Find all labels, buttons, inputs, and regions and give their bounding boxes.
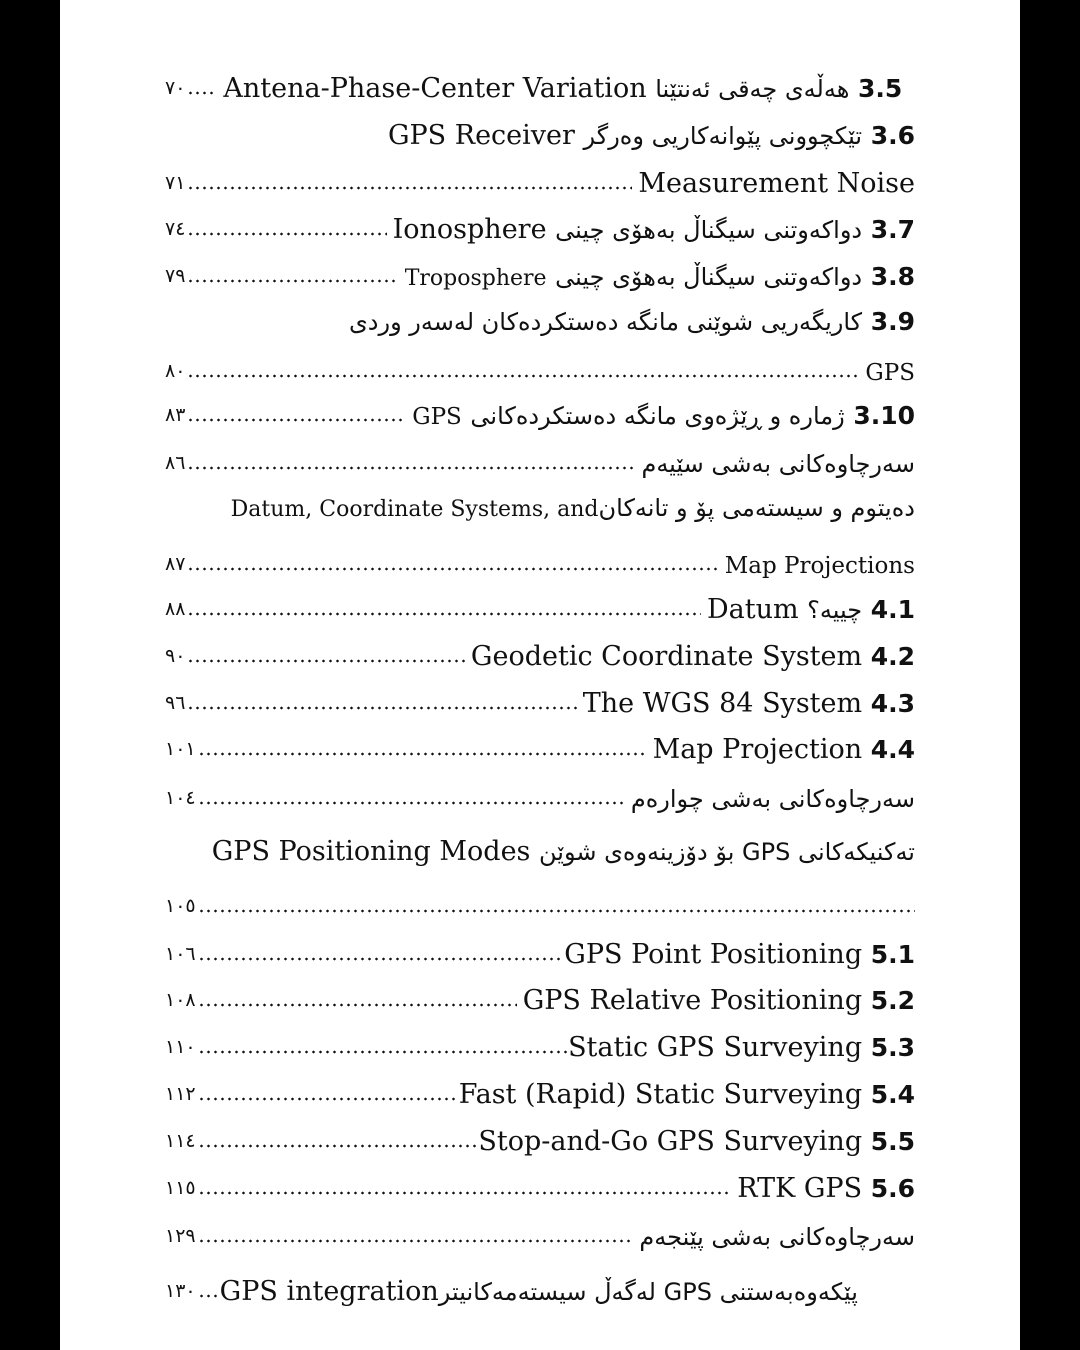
dot-leader	[187, 183, 632, 193]
dot-leader	[187, 415, 406, 425]
section-number: 5.3	[870, 1032, 915, 1062]
title-english: Antena-Phase-Center Variation	[223, 72, 647, 104]
page-number: ١٠١	[165, 737, 196, 760]
dot-leader	[187, 229, 386, 239]
dot-leader	[198, 1094, 459, 1104]
title-kurdish: دواکەوتنی سیگناڵ بەهۆی چینی	[555, 262, 863, 291]
toc-entry	[165, 775, 915, 821]
toc-entry	[165, 1165, 915, 1211]
page-number: ١٣٠	[165, 1279, 196, 1302]
entry-title	[471, 641, 915, 672]
toc-entry	[165, 1268, 915, 1314]
entry-title	[638, 168, 915, 199]
title-kurdish: سەرچاوەکانی بەشی پێنجەم	[639, 1222, 915, 1251]
toc-entry	[165, 1213, 915, 1259]
toc-entry	[185, 484, 915, 530]
section-number: 5.1	[870, 939, 915, 969]
entry-title	[583, 688, 915, 719]
dot-leader	[198, 1141, 479, 1151]
title-english: Ionosphere	[392, 213, 547, 245]
dot-leader	[187, 276, 398, 286]
section-number: 3.6	[870, 120, 915, 150]
dot-leader	[187, 371, 859, 381]
toc-entry	[165, 1024, 915, 1070]
entry-title	[185, 492, 915, 523]
title-english: Stop-and-Go GPS Surveying	[478, 1125, 863, 1157]
toc-entry	[165, 253, 915, 299]
page-number: ٨٣	[165, 403, 186, 426]
entry-title	[223, 73, 902, 104]
title-english: GPS integration	[219, 1275, 439, 1307]
title-english: Datum, Coordinate Systems, and	[230, 496, 599, 522]
section-number: 4.2	[870, 641, 915, 671]
page-number: ٨٨	[165, 597, 186, 620]
title-english: GPS	[412, 403, 462, 430]
title-english: GPS Relative Positioning	[522, 984, 863, 1016]
dot-leader	[187, 88, 217, 98]
entry-title	[725, 549, 915, 580]
toc-page	[60, 0, 1020, 1350]
page-number: ١١٥	[165, 1176, 196, 1199]
toc-entry	[165, 680, 915, 726]
section-number: 4.4	[870, 734, 915, 764]
toc-entry	[165, 541, 915, 587]
title-english: GPS Positioning Modes	[211, 835, 531, 867]
dot-leader	[198, 954, 565, 964]
dot-leader	[198, 906, 915, 916]
toc-entry	[165, 931, 915, 977]
toc-entry	[165, 1118, 915, 1164]
dot-leader	[198, 1188, 732, 1198]
section-number: 3.9	[870, 306, 915, 336]
dot-leader	[198, 1236, 634, 1246]
page-number: ٧٤	[165, 217, 186, 240]
page-number: ١١٤	[165, 1129, 196, 1152]
title-english: Map Projections	[724, 552, 915, 579]
title-kurdish: سەرچاوەکانی بەشی سێیەم	[641, 449, 915, 478]
toc-entry	[165, 1071, 915, 1117]
entry-title	[459, 1079, 915, 1110]
page-number: ٨٠	[165, 359, 186, 382]
page-number: ١٠٥	[165, 894, 196, 917]
toc-entry	[165, 633, 915, 679]
title-kurdish: پێکەوەبەستنی GPS لەگەڵ سیستەمەکانیتر	[438, 1277, 858, 1306]
entry-title	[405, 261, 915, 292]
section-number: 4.1	[870, 594, 915, 624]
title-kurdish: چییە؟	[807, 595, 863, 624]
entry-title	[639, 1221, 915, 1252]
page-number: ٧٩	[165, 264, 186, 287]
page-number: ٧٠	[165, 76, 186, 99]
entry-title	[641, 448, 915, 479]
page-number: ٩٠	[165, 644, 186, 667]
entry-title	[478, 1126, 915, 1157]
dot-leader	[187, 703, 576, 713]
page-number: ١٢٩	[165, 1224, 196, 1247]
page-number: ٨٦	[165, 451, 186, 474]
entry-title	[631, 783, 915, 814]
entry-title	[412, 400, 915, 431]
section-number: 5.4	[870, 1079, 915, 1109]
toc-entry	[165, 586, 915, 632]
title-english: Map Projection	[652, 733, 863, 765]
toc-entry	[165, 392, 915, 438]
page-number: ٨٧	[165, 552, 186, 575]
toc-entry	[165, 348, 915, 394]
dot-leader	[198, 1047, 568, 1057]
title-english: GPS	[865, 359, 915, 386]
toc-entry	[165, 977, 915, 1023]
page-number: ١٠٨	[165, 988, 196, 1011]
title-english: GPS Receiver	[387, 119, 575, 151]
dot-leader	[187, 609, 701, 619]
page-number: ٩٦	[165, 691, 186, 714]
title-english: Static GPS Surveying	[568, 1031, 863, 1063]
entry-title	[165, 120, 915, 151]
section-number: 3.8	[870, 261, 915, 291]
dot-leader	[198, 1291, 218, 1301]
entry-title	[165, 306, 915, 337]
title-kurdish: دواکەوتنی سیگناڵ بەهۆی چینی	[555, 215, 863, 244]
section-number: 3.5	[857, 73, 903, 103]
title-english: Geodetic Coordinate System	[470, 640, 863, 672]
toc-entry	[165, 206, 915, 252]
title-kurdish: تەکنیکەکانی GPS بۆ دۆزینەوەی شوێن	[539, 837, 915, 866]
entry-title	[393, 214, 915, 245]
toc-entry	[165, 160, 915, 206]
entry-title	[564, 939, 915, 970]
toc-entry	[165, 828, 915, 874]
page-number: ٧١	[165, 171, 186, 194]
title-english: Datum	[706, 593, 799, 625]
page-number: ١٠٤	[165, 786, 196, 809]
section-number: 5.6	[870, 1173, 915, 1203]
page-number: ١١٠	[165, 1035, 196, 1058]
toc-entry	[165, 883, 915, 929]
dot-leader	[198, 798, 625, 808]
title-english: GPS Point Positioning	[564, 938, 863, 970]
toc-entry	[165, 726, 915, 772]
section-number: 3.10	[853, 400, 915, 430]
entry-title	[165, 836, 915, 867]
toc-entry	[165, 298, 915, 344]
title-kurdish: سەرچاوەکانی بەشی چوارەم	[630, 784, 915, 813]
section-number: 5.2	[870, 985, 915, 1015]
entry-title	[737, 1173, 915, 1204]
title-kurdish: دەیتوم و سیستەمی پۆ و تانەکان	[598, 493, 915, 522]
dot-leader	[187, 656, 465, 666]
toc-entry	[165, 112, 915, 158]
title-english: The WGS 84 System	[582, 687, 863, 719]
toc-entry	[165, 65, 915, 111]
section-number: 3.7	[870, 214, 915, 244]
title-kurdish: ژمارە و ڕێژەوی مانگە دەستکردەکانی	[470, 401, 845, 430]
title-english: Troposphere	[404, 265, 547, 291]
dot-leader	[187, 564, 718, 574]
title-english: Fast (Rapid) Static Surveying	[458, 1078, 863, 1110]
entry-title	[523, 985, 915, 1016]
entry-title	[653, 734, 915, 765]
page-number: ١٠٦	[165, 942, 196, 965]
entry-title	[568, 1032, 915, 1063]
title-kurdish: تێکچوونی پێوانەکاریی وەرگر	[583, 121, 863, 150]
entry-title	[707, 594, 915, 625]
entry-title	[865, 356, 915, 387]
dot-leader	[198, 749, 647, 759]
section-number: 4.3	[870, 688, 915, 718]
dot-leader	[198, 1000, 517, 1010]
page-number: ١١٢	[165, 1082, 196, 1105]
dot-leader	[187, 463, 635, 473]
title-kurdish: کاریگەریی شوێنی مانگە دەستکردەکان لەسەر وردی	[349, 307, 863, 336]
entry-title	[220, 1276, 858, 1307]
title-kurdish: هەڵەی چەقی ئەنتێنا	[655, 74, 850, 103]
title-english: RTK GPS	[737, 1172, 863, 1204]
title-english: Measurement Noise	[638, 167, 915, 199]
section-number: 5.5	[870, 1126, 915, 1156]
toc-entry	[165, 440, 915, 486]
